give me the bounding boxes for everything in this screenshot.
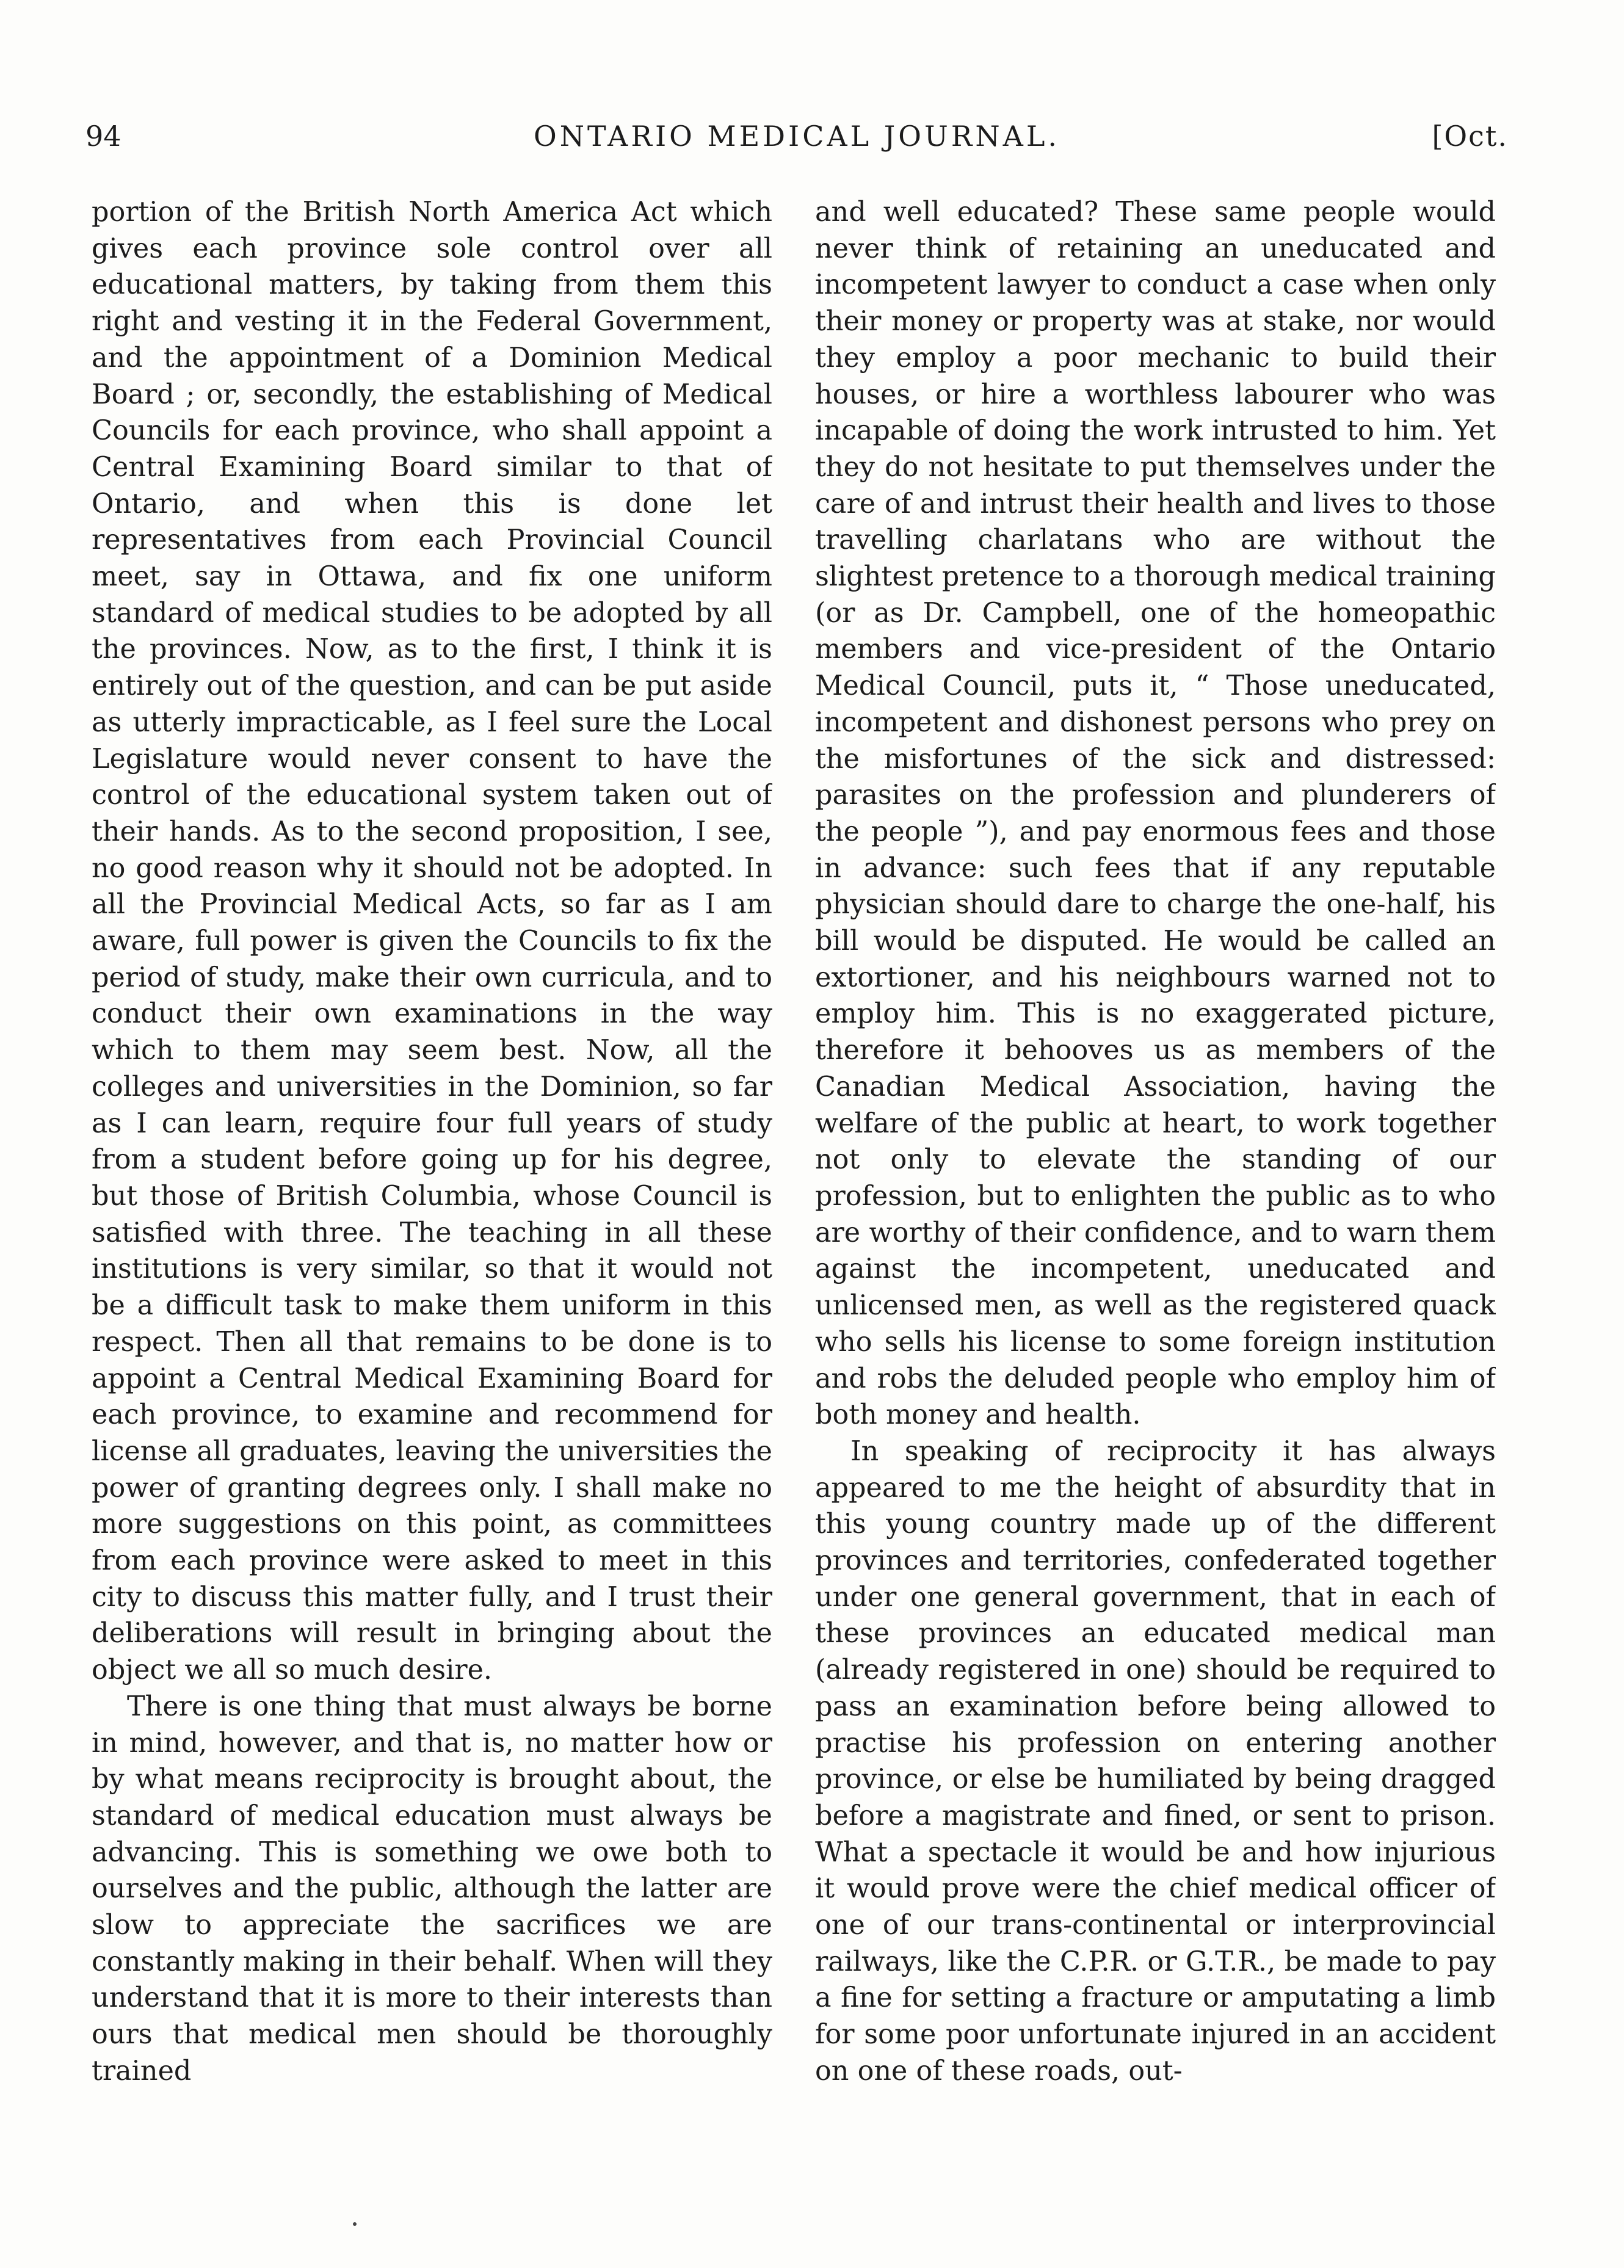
ink-speck (353, 2222, 357, 2226)
right-column (815, 194, 1496, 2148)
journal-title: ONTARIO MEDICAL JOURNAL. (534, 120, 1060, 153)
paragraph: In speaking of reciprocity it has always appeared to me the height of absurdity that in this young country made up of the different provinces and territories, confederated together under one general government, that in each of these provinces an educated medical man (already registered in one) should be required to pass an examination before being allowed to practise his profession on entering another province, or else be humiliated by being dragged before a magistrate and fined, or sent to prison. What a spectacle it would be and how injurious it would prove were the chief medical officer of one of our trans-continental or interprovincial railways, like the C.P.R. or G.T.R., be made to pay a fine for setting a fracture or amputating a limb for some poor unfortunate injured in an accident on one of these roads, out- (815, 1435, 1496, 2087)
paragraph: portion of the British North America Act which gives each province sole control over all educational matters, by taking from them this right and vesting it in the Federal Government, and the appointment of a Dominion Medical Board ; or, secondly, the establishing of Medical Councils for each province, who shall appoint a Central Examining Board similar to that of Ontario, and when this is done let representatives from each Provincial Council meet, say in Ottawa, and fix one uniform standard of medical studies to be adopted by all the provinces. Now, as to the first, I think it is entirely out of the question, and can be put aside as utterly impracticable, as I feel sure the Local Legislature would never consent to have the control of the educational system taken out of their hands. As to the second proposition, I see, no good reason why it should not be adopted. In all the Provincial Medical Acts, so far as I am aware, full power is given the Councils to fix the period of study, make their own curricula, and to conduct their own examinations in the way which to them may seem best. Now, all the colleges and universities in the Dominion, so far as I can learn, require four full years of study from a student before going up for his degree, but those of British Columbia, whose Council is satisfied with three. The teaching in all these institutions is very similar, so that it would not be a difficult task to make them uniform in this respect. Then all that remains to be done is to appoint a Central Medical Examining Board for each province, to examine and recommend for license all graduates, leaving the universities the power of granting degrees only. I shall make no more suggestions on this point, as committees from each province were asked to meet in this city to discuss this matter fully, and I trust their deliberations will result in bringing about the object we all so much desire. (92, 197, 772, 1686)
left-column (92, 194, 772, 2148)
paragraph: There is one thing that must always be borne in mind, however, and that is, no matter how or by what means reciprocity is brought about, the standard of medical education must always be advancing. This is something we owe both to ourselves and the public, although the latter are slow to appreciate the sacrifices we are constantly making in their behalf. When will they understand that it is more to their interests than ours that medical men should be thoroughly trained (92, 1690, 772, 2087)
issue-month: [Oct. (1432, 120, 1508, 153)
running-header (85, 120, 1508, 168)
page-number: 94 (85, 120, 121, 153)
paragraph: and well educated? These same people would never think of retaining an uneducated and incompetent lawyer to conduct a case when only their money or property was at stake, nor would they employ a poor mechanic to build their houses, or hire a worthless labourer who was incapable of doing the work intrusted to him. Yet they do not hesitate to put themselves under the care of and intrust their health and lives to those travelling charlatans who are without the slightest pretence to a thorough medical training (or as Dr. Campbell, one of the homeopathic members and vice-president of the Ontario Medical Council, puts it, “ Those uneducated, incompetent and dishonest persons who prey on the misfortunes of the sick and distressed: parasites on the profession and plunderers of the people ”), and pay enormous fees and those in advance: such fees that if any reputable physician should dare to charge the one-half, his bill would be disputed. He would be called an extortioner, and his neighbours warned not to employ him. This is no exaggerated picture, therefore it behooves us as members of the Canadian Medical Association, having the welfare of the public at heart, to work together not only to elevate the standing of our profession, but to enlighten the public as to who are worthy of their confidence, and to warn them against the incompetent, uneducated and unlicensed men, as well as the registered quack who sells his license to some foreign institution and robs the deluded people who employ him of both money and health. (815, 197, 1496, 1431)
